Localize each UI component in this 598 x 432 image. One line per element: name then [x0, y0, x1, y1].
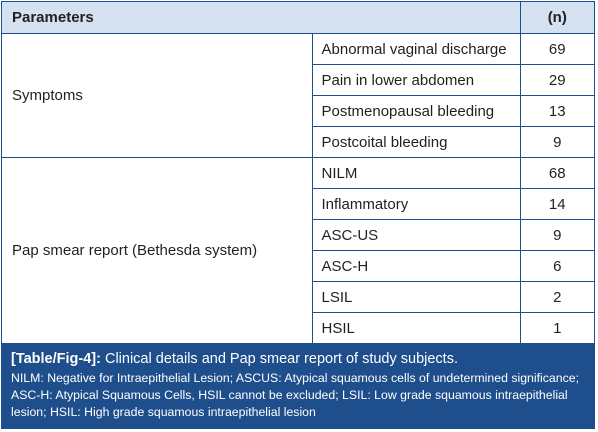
row-count: 29	[520, 65, 594, 96]
parameters-table	[2, 2, 594, 344]
row-count: 9	[520, 127, 594, 158]
row-item: Pain in lower abdomen	[312, 65, 520, 96]
row-item: Postmenopausal bleeding	[312, 96, 520, 127]
row-count: 2	[520, 282, 594, 313]
row-count: 6	[520, 251, 594, 282]
caption-title-line	[11, 350, 584, 369]
row-count: 14	[520, 189, 594, 220]
row-item: Inflammatory	[312, 189, 520, 220]
row-item: HSIL	[312, 313, 520, 344]
header-n: (n)	[520, 2, 594, 34]
caption-label: [Table/Fig-4]:	[11, 351, 101, 367]
row-item: LSIL	[312, 282, 520, 313]
table-row	[2, 34, 594, 65]
row-item: ASC-US	[312, 220, 520, 251]
row-item: Postcoital bleeding	[312, 127, 520, 158]
row-count: 13	[520, 96, 594, 127]
row-count: 1	[520, 313, 594, 344]
group-label: Pap smear report (Bethesda system)	[2, 158, 312, 344]
row-item: Abnormal vaginal discharge	[312, 34, 520, 65]
row-item: NILM	[312, 158, 520, 189]
table-caption	[2, 344, 594, 429]
caption-note: NILM: Negative for Intraepithelial Lesion; ASCUS: Atypical squamous cells of undetermined significance; ASC-H: Atypical Squamous Cells, HSIL cannot be excluded; LSIL: Low grade squamous intraepithelial lesion; HSIL: High grade squamous intraepithelial lesion	[11, 371, 579, 419]
row-item: ASC-H	[312, 251, 520, 282]
table-figure	[1, 1, 595, 429]
header-parameters: Parameters	[2, 2, 520, 34]
row-count: 68	[520, 158, 594, 189]
row-count: 69	[520, 34, 594, 65]
table-header-row	[2, 2, 594, 34]
caption-title: Clinical details and Pap smear report of study subjects.	[104, 351, 458, 367]
group-label: Symptoms	[2, 34, 312, 158]
table-row	[2, 158, 594, 189]
row-count: 9	[520, 220, 594, 251]
